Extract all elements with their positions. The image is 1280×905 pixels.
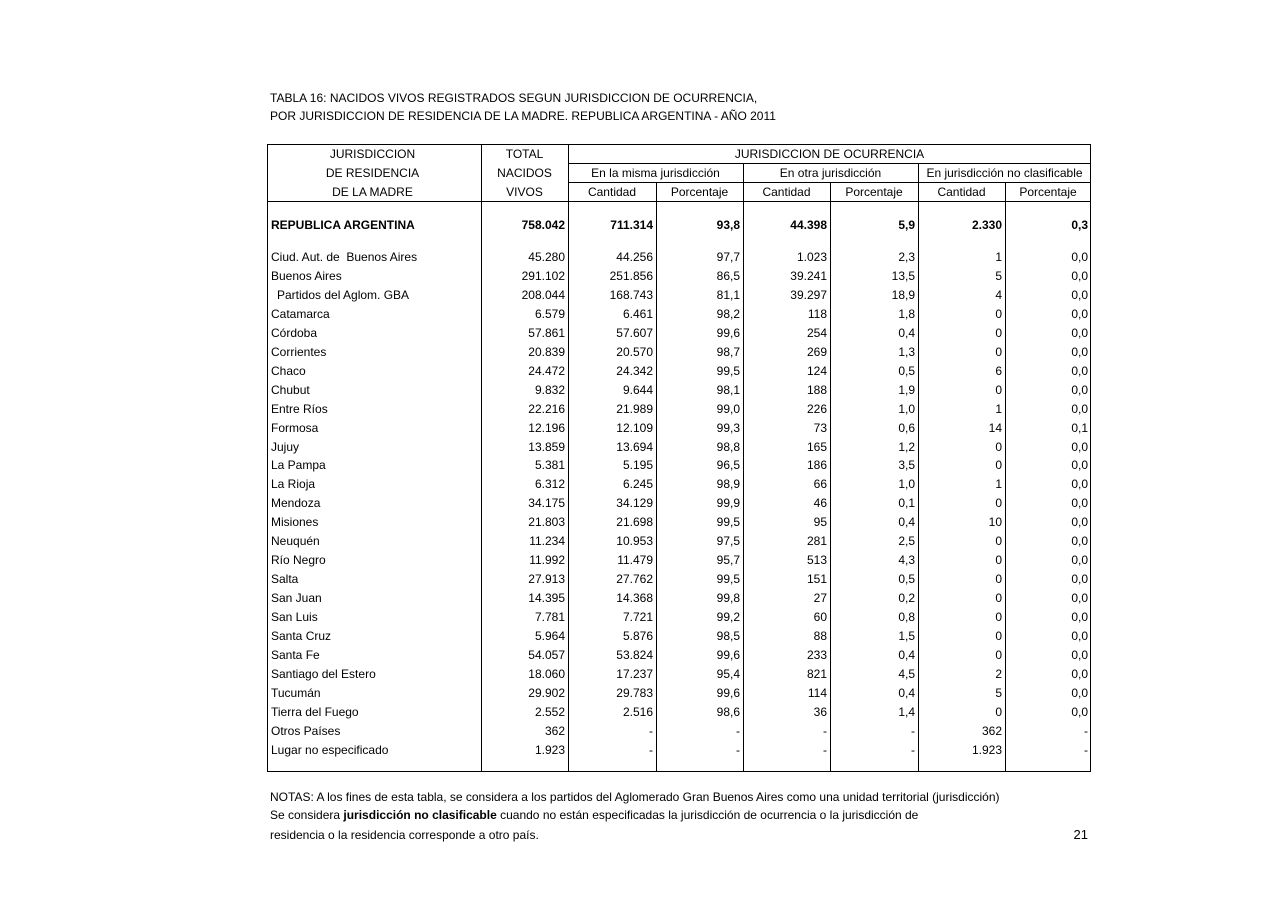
table-row-value: 13.694 [616, 440, 653, 454]
table-row-value: 10 [988, 515, 1002, 529]
table-row-value: 114 [807, 686, 827, 700]
header-cantidad: Cantidad [762, 185, 811, 199]
table-row-jurisdiccion: Chaco [271, 364, 306, 378]
table-row-value: 2 [995, 667, 1002, 681]
table-row-value: 0,0 [1071, 288, 1088, 302]
table-row-value: 0,5 [898, 572, 915, 586]
table-row-value: 0,0 [1071, 515, 1088, 529]
table-row-value: 13,5 [891, 269, 915, 283]
table-row-value: 0,0 [1071, 477, 1088, 491]
table-row-value: 29.783 [616, 686, 653, 700]
table-row-value: 66 [813, 477, 827, 491]
header-cantidad: Cantidad [587, 185, 637, 199]
table-row-value: 124 [806, 364, 827, 378]
table-row-value: 0 [995, 534, 1002, 548]
table-row-value: 98,5 [716, 629, 740, 643]
table-row-value: 88 [813, 629, 827, 643]
table-row-value: 99,5 [716, 364, 740, 378]
header-porcentaje: Porcentaje [670, 185, 729, 199]
table-row-value: 2.552 [534, 705, 565, 719]
table-row-jurisdiccion: San Luis [271, 610, 318, 624]
table-row-value: 4 [995, 288, 1002, 302]
table-row-value: 821 [806, 667, 827, 681]
total-row-value: 5,9 [898, 218, 915, 232]
table-row-value: 0,5 [898, 364, 915, 378]
header-jurisdiccion-residencia: JURISDICCION [329, 147, 416, 161]
table-row-value: 11.234 [529, 534, 565, 548]
table-row-value: 0 [995, 705, 1002, 719]
table-row-jurisdiccion: Buenos Aires [271, 269, 342, 283]
table-row-value: 186 [806, 458, 827, 472]
table-row-value: 9.644 [622, 383, 653, 397]
table-row-value: 99,5 [716, 515, 740, 529]
table-row-jurisdiccion: Misiones [271, 515, 319, 529]
table-row-jurisdiccion: Tucumán [271, 686, 321, 700]
note-line-2-bold: jurisdicción no clasificable [343, 808, 497, 822]
table-row-value: 5.381 [534, 458, 565, 472]
table-row-jurisdiccion: Entre Ríos [271, 402, 328, 416]
note-line-2-pre: Se considera [270, 808, 344, 822]
table-row-jurisdiccion: San Juan [271, 591, 322, 605]
table-row-jurisdiccion: Lugar no especificado [271, 743, 389, 757]
total-row-value: 711.314 [610, 218, 653, 232]
table-row-value: 6.245 [622, 477, 653, 491]
table-row-value: 1.923 [534, 743, 565, 757]
table-row-value: 1,8 [898, 307, 915, 321]
header-divider [568, 182, 1091, 183]
table-row-jurisdiccion: Mendoza [271, 496, 321, 510]
table-row-jurisdiccion: Santa Fe [271, 648, 320, 662]
table-row-value: 20.570 [616, 345, 653, 359]
table-row-value: 0,0 [1071, 269, 1088, 283]
header-jurisdiccion-ocurrencia: JURISDICCION DE OCURRENCIA [734, 147, 925, 161]
table-row-value: 36 [813, 705, 827, 719]
table-row-value: 57.861 [528, 326, 565, 340]
table-row-value: 99,6 [716, 326, 740, 340]
table-row-jurisdiccion: Santa Cruz [271, 629, 332, 643]
table-row-value: 27.762 [616, 572, 653, 586]
table-row-jurisdiccion: Ciud. Aut. de Buenos Aires [271, 250, 418, 264]
table-row-value: 0 [995, 572, 1002, 586]
table-row-value: 99,9 [716, 496, 740, 510]
table-row-value: 11.479 [617, 553, 653, 567]
table-row-value: 5.195 [622, 458, 653, 472]
table-row-value: - [823, 724, 827, 738]
table-row-value: 0,4 [898, 326, 915, 340]
table-row-value: 0 [995, 553, 1002, 567]
table-row-value: 1.923 [971, 743, 1002, 757]
table-row-value: - [736, 724, 740, 738]
table-row-value: 27.913 [528, 572, 565, 586]
table-row-value: 0 [995, 610, 1002, 624]
table-row-value: 98,7 [716, 345, 740, 359]
table-row-value: 21.989 [616, 402, 653, 416]
header-total-nacidos-vivos: TOTAL [505, 147, 544, 161]
table-row-value: 5.964 [534, 629, 565, 643]
table-row-value: 17.237 [616, 667, 653, 681]
table-row-value: 81,1 [716, 288, 740, 302]
header-cantidad: Cantidad [937, 185, 986, 199]
table-row-value: 0,0 [1071, 345, 1088, 359]
header-jurisdiccion-residencia: DE RESIDENCIA [325, 166, 420, 180]
table-row-value: 0,0 [1071, 250, 1088, 264]
table-row-jurisdiccion: Partidos del Aglom. GBA [277, 288, 410, 302]
table-row-value: 208.044 [521, 288, 565, 302]
table-row-value: 0,0 [1071, 629, 1088, 643]
header-subgroup: En otra jurisdicción [779, 166, 882, 180]
table-row-value: 0,0 [1071, 307, 1088, 321]
table-row-value: 0,4 [898, 648, 915, 662]
table-row-value: 1 [995, 250, 1002, 264]
table-row-value: 39.241 [790, 269, 827, 283]
table-row-value: 60 [813, 610, 827, 624]
table-row-jurisdiccion: Formosa [271, 421, 319, 435]
table-row-value: 5.876 [622, 629, 653, 643]
header-jurisdiccion-residencia: DE LA MADRE [332, 185, 413, 199]
table-row-value: 12.196 [528, 421, 565, 435]
table-row-value: 254 [806, 326, 827, 340]
table-row-value: 24.472 [528, 364, 565, 378]
table-row-value: 0,0 [1071, 686, 1088, 700]
table-row-value: 97,7 [716, 250, 740, 264]
table-row-value: - [649, 724, 653, 738]
table-row-value: 1,0 [898, 402, 915, 416]
table-row-value: - [736, 743, 740, 757]
table-row-value: 24.342 [616, 364, 653, 378]
header-bottom-divider [268, 201, 1091, 202]
table-row-value: 6 [995, 364, 1002, 378]
total-row-value: 93,8 [716, 218, 740, 232]
table-row-value: 18.060 [528, 667, 565, 681]
table-row-value: 0 [995, 458, 1002, 472]
table-row-value: 22.216 [528, 402, 565, 416]
table-row-value: 99,3 [716, 421, 740, 435]
table-row-value: 86,5 [716, 269, 740, 283]
header-porcentaje: Porcentaje [845, 185, 903, 199]
table-row-value: 0 [995, 326, 1002, 340]
table-row-value: - [1084, 743, 1088, 757]
table-row-value: 99,5 [716, 572, 740, 586]
table-row-value: 99,2 [716, 610, 740, 624]
table-row-value: 0,0 [1071, 591, 1088, 605]
table-row-jurisdiccion: Neuquén [271, 534, 320, 548]
table-row-value: 251.856 [609, 269, 653, 283]
table-row-value: 2,5 [898, 534, 915, 548]
table-row-value: 2.516 [622, 705, 653, 719]
table-row-value: 165 [806, 440, 827, 454]
table-row-value: 188 [806, 383, 827, 397]
table-row-value: 53.824 [616, 648, 653, 662]
header-subgroup: En la misma jurisdicción [591, 166, 720, 180]
table-row-value: 0,0 [1071, 553, 1088, 567]
table-row-value: 7.721 [622, 610, 653, 624]
table-row-value: 0,0 [1071, 534, 1088, 548]
table-row-value: 34.129 [616, 496, 653, 510]
table-row-value: 0 [995, 345, 1002, 359]
table-row-value: 0,0 [1071, 364, 1088, 378]
table-row-value: 44.256 [616, 250, 653, 264]
table-row-value: 233 [806, 648, 827, 662]
table-row-value: 0 [995, 648, 1002, 662]
table-row-value: 0 [995, 440, 1002, 454]
table-row-value: 0,0 [1071, 572, 1088, 586]
table-row-value: 1,0 [898, 477, 915, 491]
table-row-value: 14.395 [528, 591, 565, 605]
table-row-value: 5 [995, 269, 1002, 283]
table-row-value: 0 [995, 307, 1002, 321]
table-row-value: 0,4 [898, 686, 915, 700]
table-row-value: 0 [995, 629, 1002, 643]
table-row-value: 27 [813, 591, 827, 605]
table-row-value: 99,6 [716, 686, 740, 700]
table-row-jurisdiccion: Córdoba [271, 326, 318, 340]
table-row-value: 0,2 [898, 591, 915, 605]
data-table [267, 144, 1091, 772]
table-row-value: 14 [988, 421, 1002, 435]
table-row-value: 9.832 [534, 383, 565, 397]
note-line-2-post: cuando no están especificadas la jurisdicción de ocurrencia o la jurisdicción de [496, 808, 919, 822]
table-row-value: 0,4 [898, 515, 915, 529]
table-row-jurisdiccion: Jujuy [271, 440, 300, 454]
table-row-value: 1,2 [898, 440, 915, 454]
table-row-value: 97,5 [716, 534, 740, 548]
table-row-jurisdiccion: La Rioja [271, 477, 316, 491]
table-row-value: 98,1 [716, 383, 740, 397]
total-row-value: 2.330 [971, 218, 1002, 232]
table-row-value: 0,0 [1071, 648, 1088, 662]
table-row-value: 39.297 [790, 288, 827, 302]
table-row-value: 0,0 [1071, 610, 1088, 624]
table-row-value: - [911, 724, 915, 738]
table-row-value: 0,0 [1071, 667, 1088, 681]
table-row-value: 1,3 [898, 345, 915, 359]
table-row-value: 281 [806, 534, 827, 548]
table-row-value: 0 [995, 383, 1002, 397]
table-row-value: 21.698 [616, 515, 653, 529]
note-line-2 [270, 808, 918, 822]
table-title-line-1: TABLA 16: NACIDOS VIVOS REGISTRADOS SEGUN JURISDICCION DE OCURRENCIA, [270, 91, 758, 105]
table-row-value: 4,5 [898, 667, 915, 681]
table-row-value: 0,0 [1071, 326, 1088, 340]
table-row-value: 95,4 [716, 667, 740, 681]
header-total-nacidos-vivos: VIVOS [506, 185, 543, 199]
table-row-jurisdiccion: Río Negro [271, 553, 326, 567]
table-row-value: 0,0 [1071, 705, 1088, 719]
table-title-line-2: POR JURISDICCION DE RESIDENCIA DE LA MADRE. REPUBLICA ARGENTINA - AÑO 2011 [270, 109, 776, 123]
table-row-value: 0,0 [1071, 440, 1088, 454]
table-row-value: 1,4 [898, 705, 915, 719]
table-row-jurisdiccion: Corrientes [271, 345, 327, 359]
table-row-value: - [1084, 724, 1088, 738]
table-row-jurisdiccion: Tierra del Fuego [271, 705, 359, 719]
table-row-value: 1,9 [898, 383, 915, 397]
table-row-value: 5 [995, 686, 1002, 700]
table-row-value: 0,8 [898, 610, 915, 624]
table-row-value: 98,6 [716, 705, 740, 719]
table-row-value: 18,9 [891, 288, 915, 302]
table-row-value: 362 [981, 724, 1002, 738]
table-row-value: - [823, 743, 827, 757]
table-row-jurisdiccion: Chubut [271, 383, 310, 397]
table-row-value: 0,1 [1071, 421, 1088, 435]
table-row-value: 0,6 [898, 421, 915, 435]
table-row-jurisdiccion: La Pampa [271, 458, 326, 472]
total-row-value: 758.042 [521, 218, 565, 232]
table-row-value: 291.102 [521, 269, 565, 283]
table-row-value: 6.579 [534, 307, 565, 321]
table-row-value: 54.057 [528, 648, 565, 662]
table-row-value: 95,7 [716, 553, 740, 567]
table-row-jurisdiccion: Otros Países [271, 724, 341, 738]
table-row-value: 226 [806, 402, 827, 416]
table-row-value: 10.953 [616, 534, 653, 548]
table-row-value: 99,8 [716, 591, 740, 605]
table-row-value: 1 [995, 402, 1002, 416]
table-row-value: 29.902 [528, 686, 565, 700]
table-row-value: 20.839 [528, 345, 565, 359]
table-row-value: 34.175 [528, 496, 565, 510]
table-row-value: 151 [806, 572, 827, 586]
table-row-value: 21.803 [528, 515, 565, 529]
table-row-value: 0,1 [898, 496, 915, 510]
table-row-value: 0 [995, 496, 1002, 510]
header-porcentaje: Porcentaje [1019, 185, 1077, 199]
table-row-value: 98,8 [716, 440, 740, 454]
table-row-value: 6.461 [622, 307, 653, 321]
table-row-value: 513 [806, 553, 827, 567]
table-row-value: 0,0 [1071, 402, 1088, 416]
table-row-jurisdiccion: Salta [271, 572, 299, 586]
note-line-1: NOTAS: A los fines de esta tabla, se considera a los partidos del Aglomerado Gran Buenos Aires como una unidad territorial (jurisdicción) [270, 790, 1000, 804]
table-row-value: 46 [813, 496, 827, 510]
table-row-value: 95 [813, 515, 827, 529]
total-row-value: 0,3 [1071, 218, 1088, 232]
table-row-value: 6.312 [534, 477, 565, 491]
table-row-value: 269 [806, 345, 827, 359]
header-divider [568, 163, 1091, 164]
table-row-value: 13.859 [528, 440, 565, 454]
table-row-value: - [911, 743, 915, 757]
table-row-value: 2,3 [898, 250, 915, 264]
note-line-3: residencia o la residencia corresponde a otro país. [270, 828, 539, 842]
table-row-jurisdiccion: Santiago del Estero [271, 667, 376, 681]
table-row-value: 118 [807, 307, 827, 321]
table-row-value: 362 [544, 724, 565, 738]
table-row-value: 98,2 [716, 307, 740, 321]
total-row-value: 44.398 [790, 218, 827, 232]
table-row-value: 0,0 [1071, 458, 1088, 472]
table-row-value: 7.781 [534, 610, 565, 624]
total-row-jurisdiccion: REPUBLICA ARGENTINA [271, 218, 415, 232]
table-row-value: 3,5 [898, 458, 915, 472]
table-row-value: 98,9 [716, 477, 740, 491]
table-row-value: 1,5 [898, 629, 915, 643]
table-row-value: 11.992 [529, 553, 565, 567]
table-row-value: 4,3 [898, 553, 915, 567]
table-row-value: 0 [995, 591, 1002, 605]
table-row-value: 73 [813, 421, 827, 435]
table-row-value: 96,5 [716, 458, 740, 472]
table-row-value: 168.743 [609, 288, 653, 302]
header-subgroup: En jurisdicción no clasificable [926, 166, 1083, 180]
table-row-value: 57.607 [616, 326, 653, 340]
table-row-value: 0,0 [1071, 496, 1088, 510]
table-row-value: - [649, 743, 653, 757]
table-row-value: 0,0 [1071, 383, 1088, 397]
table-row-value: 14.368 [616, 591, 653, 605]
table-row-value: 1 [995, 477, 1002, 491]
header-total-nacidos-vivos: NACIDOS [497, 166, 552, 180]
table-row-value: 45.280 [528, 250, 565, 264]
table-row-value: 99,0 [716, 402, 740, 416]
table-row-value: 12.109 [616, 421, 653, 435]
table-row-value: 1.023 [796, 250, 827, 264]
page-number: 21 [1073, 827, 1088, 842]
table-row-jurisdiccion: Catamarca [271, 307, 330, 321]
table-row-value: 99,6 [716, 648, 740, 662]
